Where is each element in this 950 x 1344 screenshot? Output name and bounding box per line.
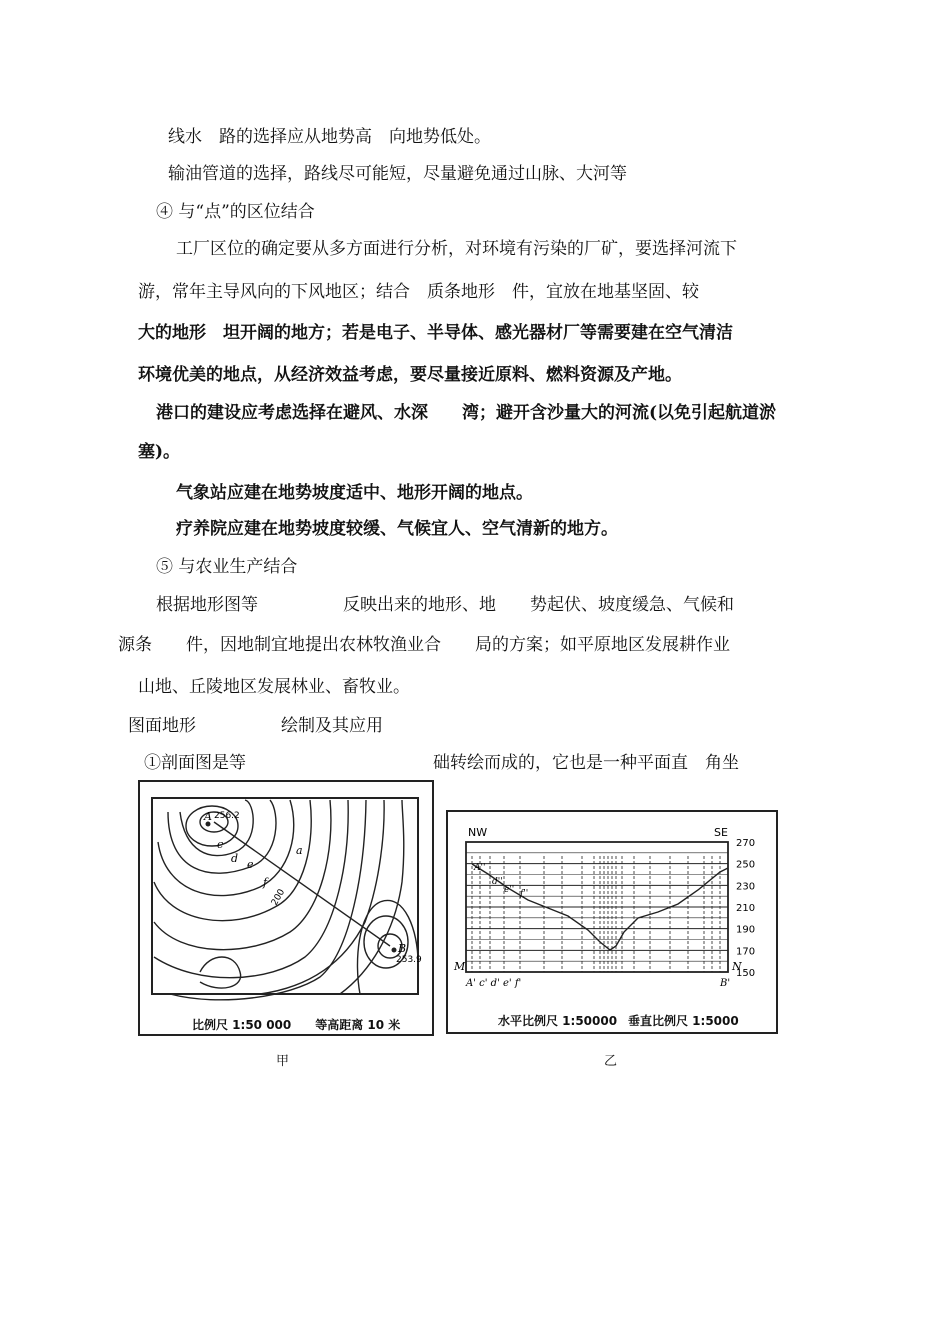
para-agri-2: 源条 件，因地制宜地提出农林牧渔业合 局的方案；如平原地区发展耕作业 bbox=[118, 635, 730, 655]
profile-axis-tick: 230 bbox=[736, 881, 756, 893]
profile-label-d: d'' bbox=[492, 877, 503, 887]
profile-caption-horizontal: 水平比例尺 1:50000 bbox=[498, 1014, 618, 1028]
profile-svg bbox=[448, 812, 776, 1032]
figure-label-yi: 乙 bbox=[604, 1054, 618, 1069]
para-sanatorium: 疗养院应建在地势坡度较缓、气候宜人、空气清新的地方。 bbox=[176, 519, 618, 539]
para-agri-3: 山地、丘陵地区发展林业、畜牧业。 bbox=[138, 677, 410, 697]
contour-map-figure bbox=[138, 780, 434, 1036]
para-port-1: 港口的建设应考虑选择在避风、水深 湾；避开含沙量大的河流(以免引起航道淤 bbox=[156, 403, 777, 423]
figure-label-jia: 甲 bbox=[276, 1054, 290, 1069]
profile-axis-tick: 250 bbox=[736, 859, 756, 871]
letter-f: f bbox=[263, 876, 268, 889]
label-bottom-right: B' bbox=[720, 978, 731, 989]
contour-map-caption: 比例尺 1:50 000 等高距离 10 米 bbox=[192, 1018, 401, 1032]
label-m: M bbox=[454, 960, 466, 973]
para-port-2: 塞)。 bbox=[138, 442, 181, 462]
letter-e: e bbox=[247, 858, 254, 871]
svg-text:A: A bbox=[204, 810, 212, 823]
profile-figure bbox=[446, 810, 778, 1034]
label-nw: NW bbox=[468, 826, 488, 839]
profile-axis-tick: 190 bbox=[736, 924, 756, 936]
section-agriculture: ⑤ 与农业生产结合 bbox=[156, 557, 298, 577]
profile-axis-tick: 270 bbox=[736, 838, 756, 849]
point-a-elevation: 256.2 bbox=[214, 811, 240, 821]
para-profile-intro: ①剖面图是等 础转绘而成的，它也是一种平面直 角坐 bbox=[144, 753, 739, 773]
letter-a: a bbox=[296, 844, 303, 857]
label-bottom-left: A' c' d' e' f' bbox=[466, 978, 522, 989]
para-oil-pipeline: 输油管道的选择，路线尽可能短，尽量避免通过山脉、大河等 bbox=[168, 164, 627, 184]
section-profile-drawing: 图面地形 绘制及其应用 bbox=[128, 716, 383, 736]
para-weather-station: 气象站应建在地势坡度适中、地形开阔的地点。 bbox=[176, 483, 533, 503]
label-n: N bbox=[732, 960, 742, 973]
para-factory-2: 游，常年主导风向的下风地区；结合 质条地形 件，宜放在地基坚固、较 bbox=[138, 282, 699, 302]
contour-map-svg bbox=[140, 782, 432, 1034]
profile-axis-tick: 150 bbox=[736, 968, 756, 979]
label-se: SE bbox=[714, 826, 728, 839]
profile-caption-vertical: 垂直比例尺 1:5000 bbox=[628, 1014, 739, 1028]
profile-axis-tick: 170 bbox=[736, 946, 756, 958]
section-point-location: ④ 与“点”的区位结合 bbox=[156, 202, 315, 222]
profile-axis-tick: 210 bbox=[736, 903, 756, 914]
para-factory-4: 环境优美的地点，从经济效益考虑，要尽量接近原料、燃料资源及产地。 bbox=[138, 365, 682, 385]
profile-label-e: e'' bbox=[504, 885, 515, 895]
svg-text:B: B bbox=[398, 942, 407, 955]
letter-d: d bbox=[231, 852, 239, 865]
para-agri-1: 根据地形图等 反映出来的地形、地 势起伏、坡度缓急、气候和 bbox=[156, 595, 734, 615]
para-factory-1: 工厂区位的确定要从多方面进行分析，对环境有污染的厂矿，要选择河流下 bbox=[176, 239, 737, 259]
para-water-line: 线水 路的选择应从地势高 向地势低处。 bbox=[168, 127, 491, 147]
profile-label-f: f'' bbox=[520, 889, 529, 899]
contour-200-label: 200 bbox=[269, 887, 288, 908]
profile-label-a: A'' bbox=[474, 863, 486, 873]
para-factory-3: 大的地形 坦开阔的地方；若是电子、半导体、感光器材厂等需要建在空气清洁 bbox=[138, 323, 733, 343]
point-b-elevation: 253.9 bbox=[396, 955, 422, 965]
letter-c: c bbox=[217, 838, 224, 851]
